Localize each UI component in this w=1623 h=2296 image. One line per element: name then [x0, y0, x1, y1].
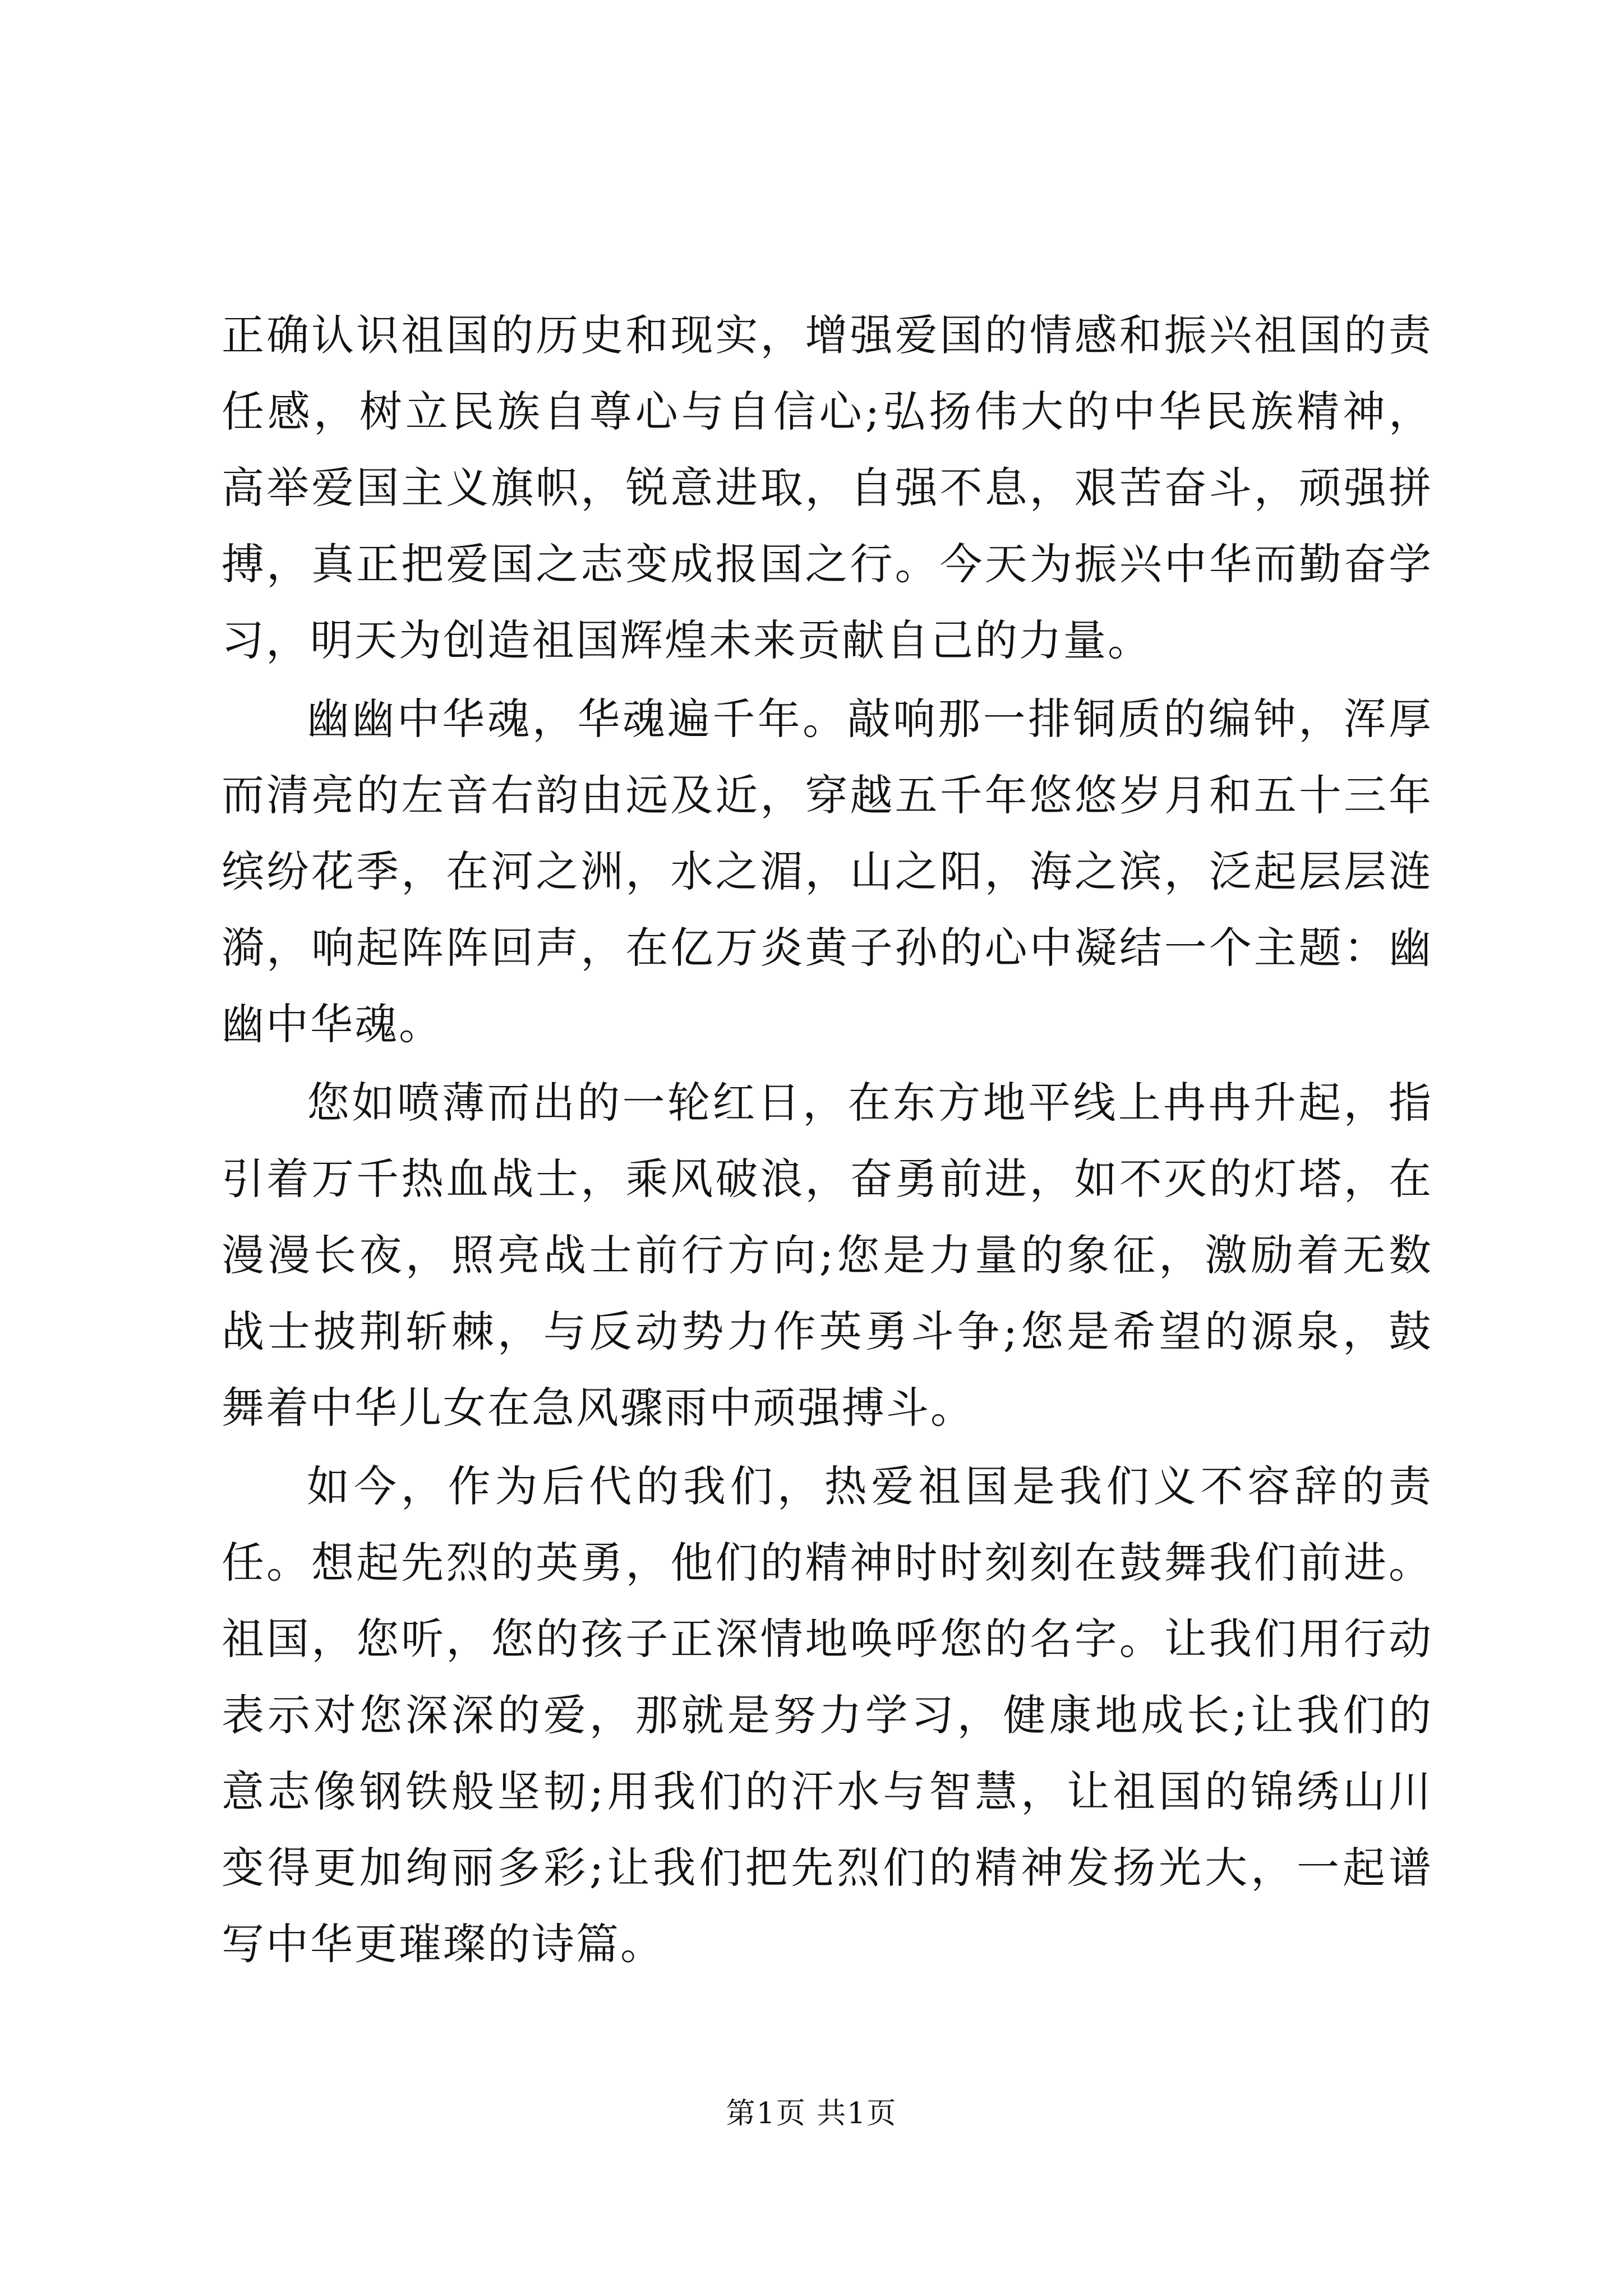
paragraph-3: 您如喷薄而出的一轮红日，在东方地平线上冉冉升起，指引着万千热血战士，乘风破浪，奋勇前进，如不灭的灯塔，在漫漫长夜，照亮战士前行方向;您是力量的象征，激励着无数战士披荆斩棘，与反动势力作英勇斗争;您是希望的源泉，鼓舞着中华儿女在急风骤雨中顽强搏斗。: [222, 1078, 1433, 1433]
document-body: [222, 297, 1433, 1985]
page-footer: 第1页 共1页: [726, 2097, 897, 2131]
paragraph-1: 正确认识祖国的历史和现实，增强爱国的情感和振兴祖国的责任感，树立民族自尊心与自信心;弘扬伟大的中华民族精神，高举爱国主义旗帜，锐意进取，自强不息，艰苦奋斗，顽强拼搏，真正把爱国之志变成报国之行。今天为振兴中华而勤奋学习，明天为创造祖国辉煌未来贡献自己的力量。: [222, 310, 1433, 665]
paragraph-4: 如今，作为后代的我们，热爱祖国是我们义不容辞的责任。想起先烈的英勇，他们的精神时时刻刻在鼓舞我们前进。祖国，您听，您的孩子正深情地唤呼您的名字。让我们用行动表示对您深深的爱，那就是努力学习，健康地成长;让我们的意志像钢铁般坚韧;用我们的汗水与智慧，让祖国的锦绣山川变得更加绚丽多彩;让我们把先烈们的精神发扬光大，一起谱写中华更璀璨的诗篇。: [222, 1461, 1433, 1969]
paragraph-2: 幽幽中华魂，华魂遍千年。敲响那一排铜质的编钟，浑厚而清亮的左音右韵由远及近，穿越五千年悠悠岁月和五十三年缤纷花季，在河之洲，水之湄，山之阳，海之滨，泛起层层涟漪，响起阵阵回声，在亿万炎黄子孙的心中凝结一个主题：幽幽中华魂。: [222, 694, 1433, 1049]
